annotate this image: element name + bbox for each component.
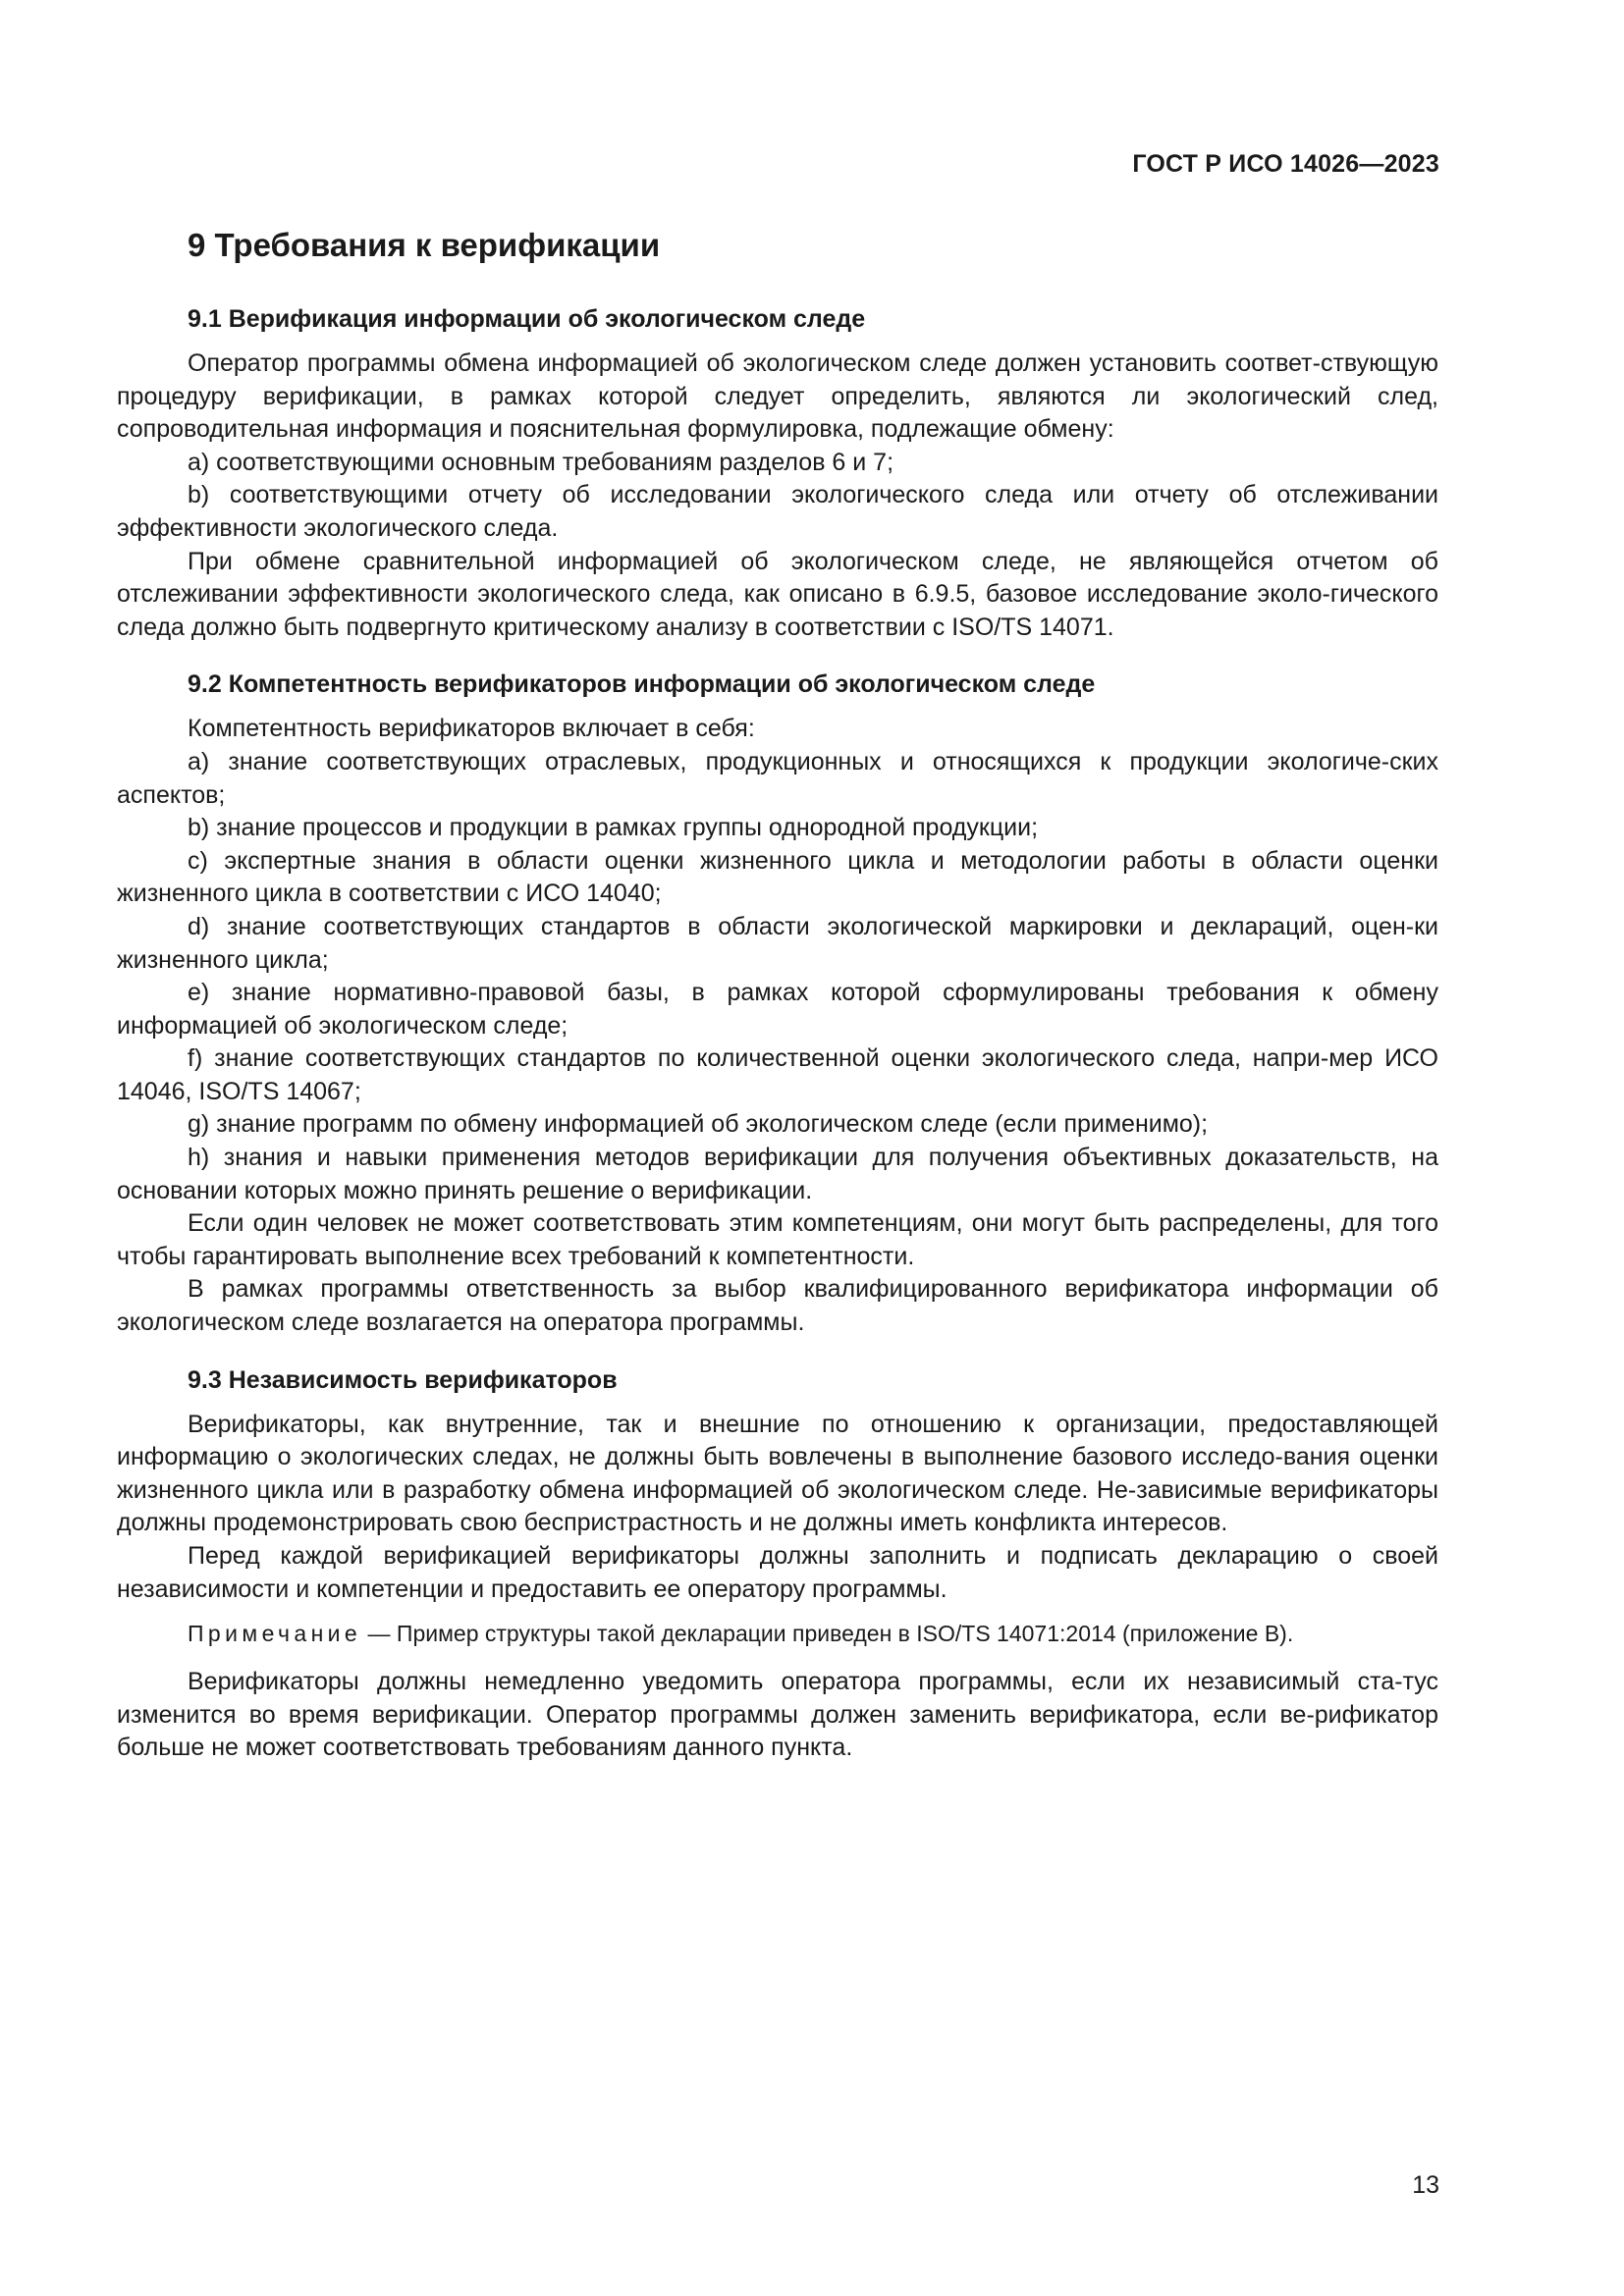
standard-code-header: ГОСТ Р ИСО 14026—2023: [1132, 150, 1439, 178]
paragraph: Если один человек не может соответствовать этим компетенциям, они могут быть распределены, для того чтобы гарантировать выполнение всех требований к компетентности.: [117, 1209, 1438, 1270]
list-item: h) знания и навыки применения методов верификации для получения объективных доказательств, на основании которых можно принять решение о верификации.: [117, 1144, 1438, 1204]
subsection-title: 9.2 Компетентность верификаторов информации об экологическом следе: [188, 670, 1096, 699]
section-title: 9 Требования к верификации: [188, 227, 661, 263]
list-item: b) знание процессов и продукции в рамках группы однородной продукции;: [188, 814, 1039, 842]
note: [117, 1618, 1438, 1650]
list-item: g) знание программ по обмену информацией об экологическом следе (если применимо);: [188, 1110, 1209, 1139]
list-item: d) знание соответствующих стандартов в области экологической маркировки и деклараций, оцен-ки жизненного цикла;: [117, 912, 1438, 974]
paragraph: Компетентность верификаторов включает в себя:: [188, 715, 755, 743]
subsection-9-3: [117, 1363, 1438, 1765]
subsection-title: 9.3 Независимость верификаторов: [188, 1365, 618, 1394]
note-text: — Пример структуры такой декларации приведен в ISO/TS 14071:2014 (приложение В).: [361, 1621, 1294, 1647]
list-item: b) соответствующими отчету об исследовании экологического следа или отчету об отслеживании эффективности экологического следа.: [117, 481, 1438, 542]
paragraph: Оператор программы обмена информацией об экологическом следе должен установить соответ-ствующую процедуру верификации, в рамках которой следует определить, являются ли экологический след, сопроводительная информация и пояснительная формулировка, подлежащие обмену:: [117, 349, 1438, 444]
subsection-title: 9.1 Верификация информации об экологическом следе: [188, 305, 866, 333]
paragraph: При обмене сравнительной информацией об экологическом следе, не являющейся отчетом об отслеживании эффективности экологического следа, как описано в 6.9.5, базовое исследование эколо-гического следа должно быть подвергнуто критическому анализу в соответствии с ISO/TS 14071.: [117, 547, 1438, 641]
subsection-9-1: [117, 302, 1438, 644]
page-content: [117, 222, 1438, 1765]
list-item: с) экспертные знания в области оценки жизненного цикла и методологии работы в области оценки жизненного цикла в соответствии с ИСО 14040;: [117, 846, 1438, 908]
paragraph: Верификаторы должны немедленно уведомить оператора программы, если их независимый ста-тус изменится во время верификации. Оператор программы должен заменить верификатора, если ве-рификатор больше не может соответствовать требованиям данного пункта.: [117, 1668, 1438, 1762]
page-number: 13: [1412, 2171, 1439, 2199]
paragraph: Перед каждой верификацией верификаторы должны заполнить и подписать декларацию о своей независимости и компетенции и предоставить ее оператору программы.: [117, 1542, 1438, 1603]
list-item: f) знание соответствующих стандартов по количественной оценки экологического следа, напри-мер ИСО 14046, ISO/TS 14067;: [117, 1044, 1438, 1105]
paragraph: Верификаторы, как внутренние, так и внешние по отношению к организации, предоставляющей информацию о экологических следах, не должны быть вовлечены в выполнение базового исследо-вания оценки жизненного цикла или в разработку обмена информацией об экологическом следе. Не-зависимые верификаторы должны продемонстрировать свою беспристрастность и не должны иметь конфликта интересов.: [117, 1410, 1438, 1537]
list-item: е) знание нормативно-правовой базы, в рамках которой сформулированы требования к обмену информацией об экологическом следе;: [117, 979, 1438, 1040]
note-label: Примечание: [188, 1621, 362, 1647]
paragraph: В рамках программы ответственность за выбор квалифицированного верификатора информации об экологическом следе возлагается на оператора программы.: [117, 1275, 1438, 1337]
list-item: а) знание соответствующих отраслевых, продукционных и относящихся к продукции экологиче-ских аспектов;: [117, 747, 1438, 809]
subsection-9-2: [117, 667, 1438, 1339]
list-item: а) соответствующими основным требованиям разделов 6 и 7;: [188, 448, 894, 476]
